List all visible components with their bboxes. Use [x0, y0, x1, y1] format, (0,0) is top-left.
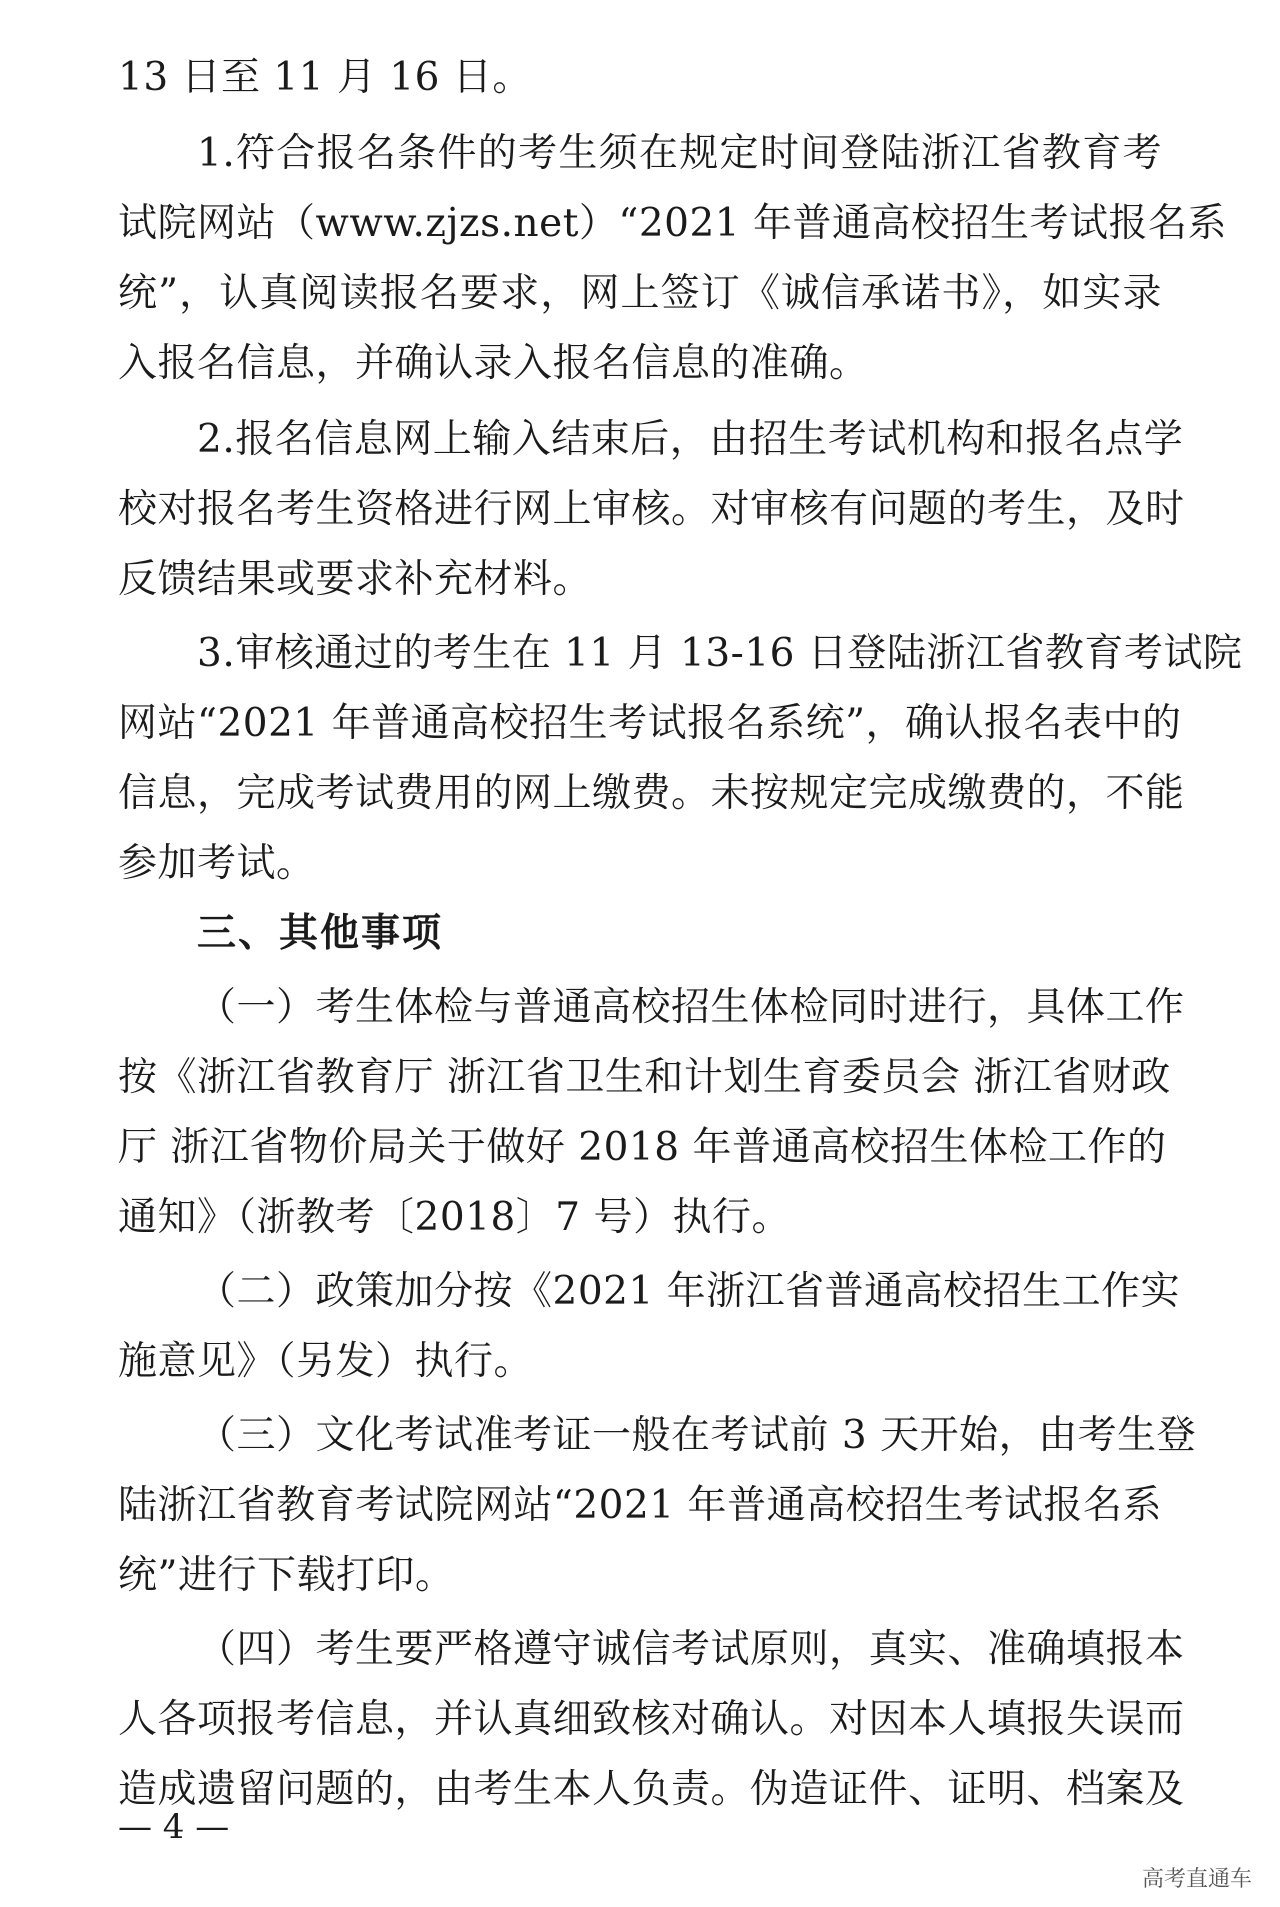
text-line: 2.报名信息网上输入结束后，由招生考试机构和报名点学 — [197, 417, 1184, 462]
text-line: 试院网站（www.zjzs.net）“2021 年普通高校招生考试报名系 — [118, 201, 1227, 246]
text-line: 3.审核通过的考生在 11 月 13-16 日登陆浙江省教育考试院 — [197, 631, 1243, 676]
text-line: 人各项报考信息，并认真细致核对确认。对因本人填报失误而 — [118, 1697, 1185, 1742]
text-line: 厅 浙江省物价局关于做好 2018 年普通高校招生体检工作的 — [118, 1125, 1167, 1170]
section-heading: 三、其他事项 — [197, 911, 444, 956]
text-line: 统”，认真阅读报名要求，网上签订《诚信承诺书》，如实录 — [118, 271, 1162, 316]
text-line: 统”进行下载打印。 — [118, 1553, 455, 1598]
watermark: 高考直通车 — [1141, 1867, 1252, 1892]
text-line: （四）考生要严格遵守诚信考试原则，真实、准确填报本 — [197, 1627, 1185, 1672]
text-line: （三）文化考试准考证一般在考试前 3 天开始，由考生登 — [197, 1413, 1197, 1458]
text-line: 1.符合报名条件的考生须在规定时间登陆浙江省教育考 — [197, 131, 1162, 176]
text-line: 13 日至 11 月 16 日。 — [118, 55, 532, 100]
text-line: 网站“2021 年普通高校招生考试报名系统”，确认报名表中的 — [118, 701, 1182, 746]
text-line: 信息，完成考试费用的网上缴费。未按规定完成缴费的，不能 — [118, 771, 1185, 816]
text-line: （一）考生体检与普通高校招生体检同时进行，具体工作 — [197, 985, 1185, 1030]
text-line: 反馈结果或要求补充材料。 — [118, 557, 593, 602]
text-line: （二）政策加分按《2021 年浙江省普通高校招生工作实 — [197, 1269, 1181, 1314]
text-line: 校对报名考生资格进行网上审核。对审核有问题的考生，及时 — [118, 487, 1185, 532]
text-line: 造成遗留问题的，由考生本人负责。伪造证件、证明、档案及 — [118, 1767, 1185, 1812]
text-line: 通知》（浙教考〔2018〕7 号）执行。 — [118, 1195, 791, 1240]
text-line: 按《浙江省教育厅 浙江省卫生和计划生育委员会 浙江省财政 — [118, 1055, 1171, 1100]
text-line: 入报名信息，并确认录入报名信息的准确。 — [118, 341, 869, 386]
text-line: 参加考试。 — [118, 841, 316, 886]
page-number: — 4 — — [118, 1807, 230, 1847]
text-line: 施意见》（另发）执行。 — [118, 1339, 534, 1384]
text-line: 陆浙江省教育考试院网站“2021 年普通高校招生考试报名系 — [118, 1483, 1162, 1528]
